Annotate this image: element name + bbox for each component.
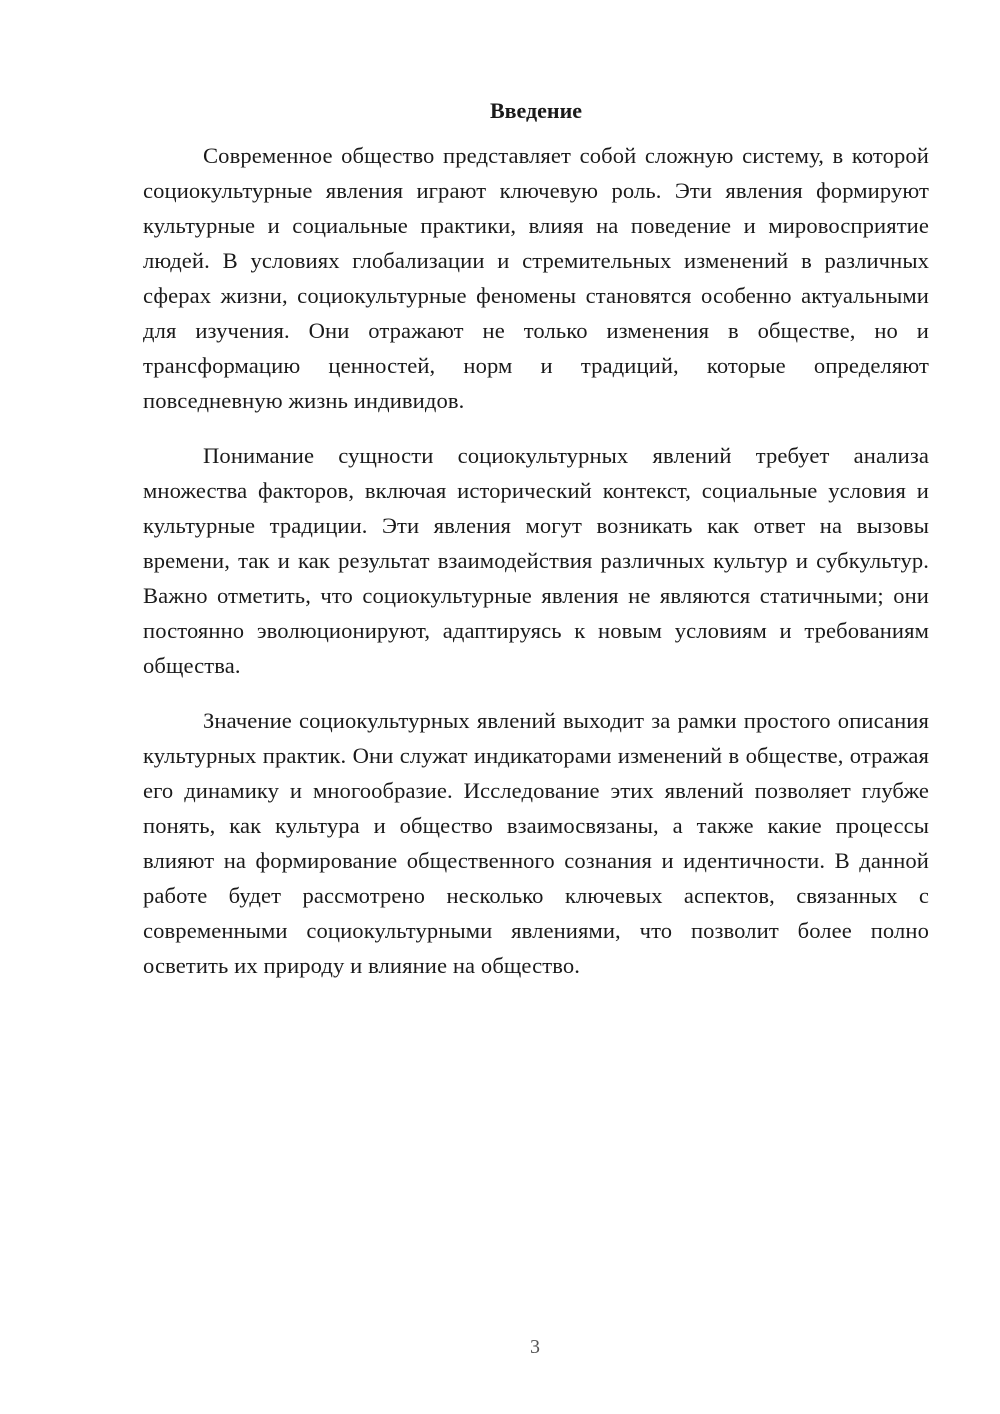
page-number: 3 bbox=[530, 1336, 540, 1358]
paragraph-1: Современное общество представляет собой сложную систему, в которой социокультурные явления играют ключевую роль. Эти явления формируют культурные и социальные практики, влияя на поведение и мировосприятие людей. В условиях глобализации и стремительных изменений в различных сферах жизни, социокультурные феномены становятся особенно актуальными для изучения. Они отражают не только изменения в обществе, но и трансформацию ценностей, норм и традиций, которые определяют повседневную жизнь индивидов. bbox=[143, 143, 929, 413]
paragraph-2: Понимание сущности социокультурных явлений требует анализа множества факторов, включая исторический контекст, социальные условия и культурные традиции. Эти явления могут возникать как ответ на вызовы времени, так и как результат взаимодействия различных культур и субкультур. Важно отметить, что социокультурные явления не являются статичными; они постоянно эволюционируют, адаптируясь к новым условиям и требованиям общества. bbox=[143, 443, 929, 678]
paragraph-3: Значение социокультурных явлений выходит за рамки простого описания культурных практик. Они служат индикаторами изменений в обществе, отражая его динамику и многообразие. Исследование этих явлений позволяет глубже понять, как культура и общество взаимосвязаны, а также какие процессы влияют на формирование общественного сознания и идентичности. В данной работе будет рассмотрено несколько ключевых аспектов, связанных с современными социокультурными явлениями, что позволит более полно осветить их природу и влияние на общество. bbox=[143, 708, 929, 978]
section-heading: Введение bbox=[489, 98, 583, 123]
page-content bbox=[143, 96, 929, 1003]
